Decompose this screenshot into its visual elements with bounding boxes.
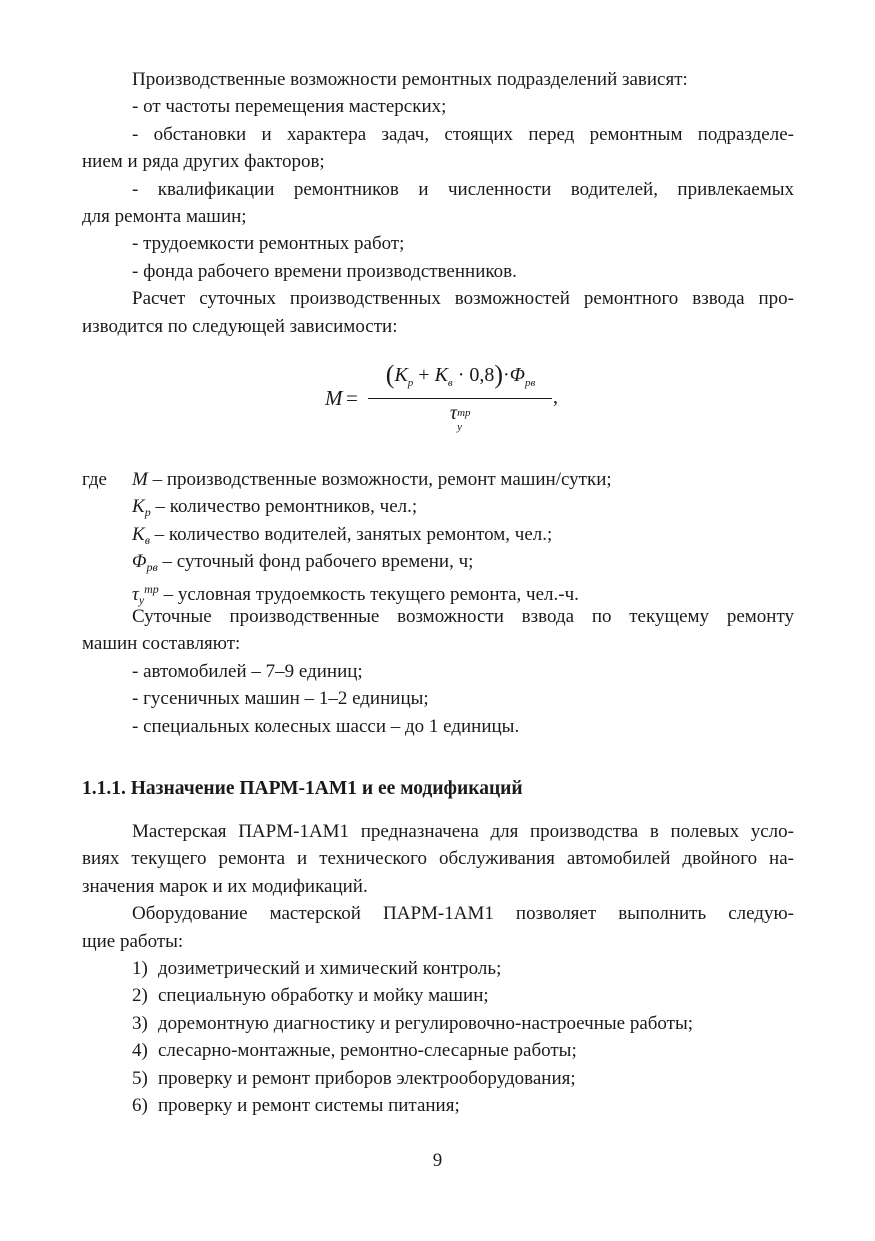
work-item: 3) доремонтную диагностику и регулировочно-настроечные работы; [132, 1012, 694, 1034]
intro-line: - фонда рабочего времени производственников. [132, 260, 517, 282]
work-item: 2) специальную обработку и мойку машин; [132, 985, 489, 1007]
intro-line: изводится по следующей зависимости: [82, 315, 398, 337]
work-item: 6) проверку и ремонт системы питания; [132, 1094, 460, 1116]
body-line: щие работы: [82, 930, 184, 952]
formula-denominator: τ тр у [449, 402, 471, 433]
intro-line: - от частоты перемещения мастерских; [132, 96, 447, 118]
daily-line: - гусеничных машин – 1–2 единицы; [132, 688, 429, 710]
body-line: значения марок и их модификаций. [82, 875, 368, 897]
body-line: Оборудование мастерской ПАРМ-1АМ1 позволяет выполнить следую- [132, 903, 794, 925]
work-item: 4) слесарно-монтажные, ремонтно-слесарные работы; [132, 1040, 577, 1062]
intro-line: нием и ряда других факторов; [82, 151, 325, 173]
section-body [82, 818, 794, 1119]
section-heading: 1.1.1. Назначение ПАРМ-1АМ1 и ее модификаций [82, 778, 523, 799]
intro-line: Расчет суточных производственных возможностей ремонтного взвода про- [132, 288, 794, 310]
formula [325, 360, 575, 438]
daily-line: - специальных колесных шасси – до 1 единицы. [132, 715, 520, 737]
formula-equals: = [346, 386, 358, 410]
formula-lhs: M [325, 386, 343, 410]
daily-line: машин составляют: [82, 633, 241, 655]
intro-line: Производственные возможности ремонтных подразделений зависят: [132, 69, 688, 90]
fraction-bar [368, 398, 552, 399]
daily-line: Суточные производственные возможности взвода по текущему ремонту [132, 605, 794, 627]
work-item: 5) проверку и ремонт приборов электрооборудования; [132, 1067, 576, 1089]
where-section [82, 466, 794, 740]
daily-line: - автомобилей – 7–9 единиц; [132, 660, 363, 682]
intro-line: - квалификации ремонтников и численности водителей, привлекаемых [132, 178, 794, 200]
body-line: Мастерская ПАРМ-1АМ1 предназначена для производства в полевых усло- [132, 821, 794, 842]
formula-comma: , [553, 386, 558, 408]
where-line: где M – производственные возможности, ремонт машин/сутки; [82, 469, 612, 490]
intro-line: - трудоемкости ремонтных работ; [132, 233, 405, 255]
formula-numerator: $(K_р + K_в \cdot 0,8)\cdot\Phi_{рв}$ [385, 360, 536, 389]
where-line: $\tau_у^{тр}$ – условная трудоемкость текущего ремонта, чел.-ч. [132, 581, 579, 607]
where-line: $K_в$ – количество водителей, занятых ремонтом, чел.; [132, 523, 553, 547]
intro-section [82, 66, 794, 340]
intro-line: - обстановки и характера задач, стоящих перед ремонтным подразделе- [132, 123, 794, 145]
where-line: $K_р$ – количество ремонтников, чел.; [132, 496, 418, 520]
intro-line: для ремонта машин; [82, 205, 247, 227]
page-number: 9 [432, 1150, 443, 1171]
body-line: виях текущего ремонта и технического обслуживания автомобилей двойного на- [82, 848, 794, 870]
where-line: $\Phi_{рв}$ – суточный фонд рабочего времени, ч; [132, 551, 474, 575]
work-item: 1) дозиметрический и химический контроль; [132, 957, 502, 979]
